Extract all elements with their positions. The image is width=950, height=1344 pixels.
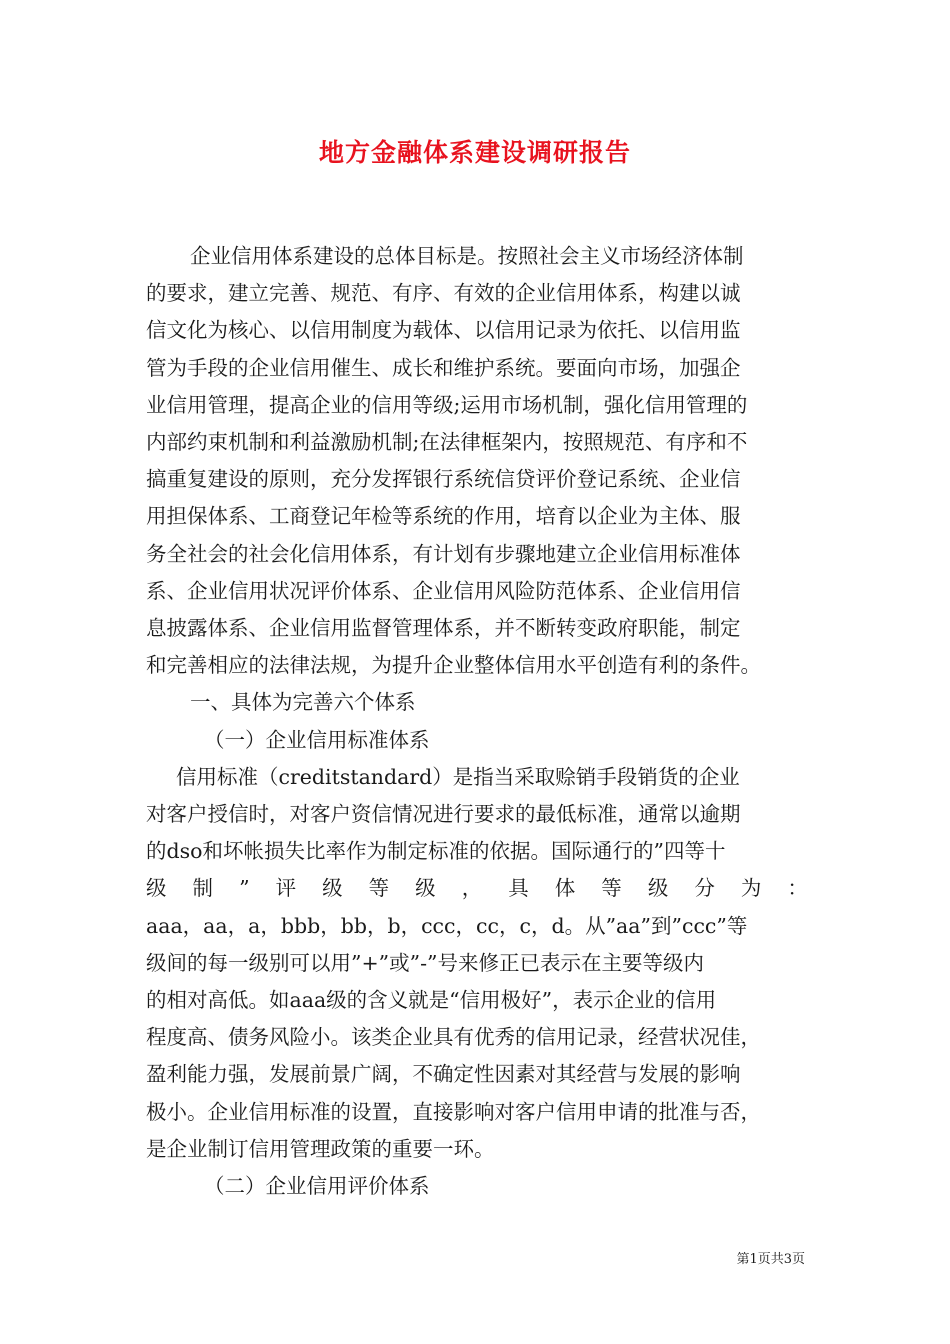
paragraph-line: 信文化为核心、以信用制度为载体、以信用记录为依托、以信用监 [146,318,741,343]
paragraph-line: 业信用管理，提高企业的信用等级;运用市场机制，强化信用管理的 [146,392,748,417]
subsection-heading: （一）企业信用标准体系 [204,727,430,752]
justified-line: 级 制 ” 评 级 等 级 ， 具 体 等 级 分 为 ： [146,876,808,901]
paragraph-line: 用担保体系、工商登记年检等系统的作用，培育以企业为主体、服 [146,504,741,529]
document-title: 地方金融体系建设调研报告 [318,138,631,167]
paragraph-line: 对客户授信时，对客户资信情况进行要求的最低标准，通常以逾期 [146,802,741,827]
paragraph-line: 的dso和坏帐损失比率作为制定标准的依据。国际通行的”四等十 [146,839,726,864]
page-number: 第1页共3页 [736,1252,805,1267]
paragraph-line: 搞重复建设的原则，充分发挥银行系统信贷评价登记系统、企业信 [146,467,741,492]
subsection-heading: （二）企业信用评价体系 [204,1174,430,1199]
section-heading: 一、具体为完善六个体系 [190,690,416,715]
paragraph-line: 程度高、债务风险小。该类企业具有优秀的信用记录，经营状况佳， [146,1025,761,1050]
paragraph-line: 和完善相应的法律法规，为提升企业整体信用水平创造有利的条件。 [146,653,761,678]
paragraph-line: 信用标准（creditstandard）是指当采取赊销手段销货的企业 [176,764,740,789]
paragraph-line: 务全社会的社会化信用体系，有计划有步骤地建立企业信用标准体 [146,541,741,566]
paragraph-line: 级间的每一级别可以用”+”或”-”号来修正已表示在主要等级内 [146,950,705,975]
paragraph-line: 盈利能力强，发展前景广阔，不确定性因素对其经营与发展的影响 [146,1062,741,1087]
paragraph-line: 管为手段的企业信用催生、成长和维护系统。要面向市场，加强企 [146,355,741,380]
document-body [146,238,808,1205]
paragraph-line: 内部约束机制和利益激励机制;在法律框架内，按照规范、有序和不 [146,430,748,455]
paragraph-line: 极小。企业信用标准的设置，直接影响对客户信用申请的批准与否， [146,1099,761,1124]
paragraph-line: aaa，aa，a，bbb，bb，b，ccc，cc，c，d。从”aa”到”ccc”等 [146,913,748,938]
paragraph-line: 系、企业信用状况评价体系、企业信用风险防范体系、企业信用信 [146,578,741,603]
paragraph-line: 企业信用体系建设的总体目标是。按照社会主义市场经济体制 [190,244,744,268]
paragraph-line: 是企业制订信用管理政策的重要一环。 [146,1136,495,1161]
paragraph-line: 息披露体系、企业信用监督管理体系，并不断转变政府职能，制定 [146,616,741,641]
paragraph-line: 的相对高低。如aaa级的含义就是“信用极好”，表示企业的信用 [146,988,717,1013]
paragraph-line: 的要求，建立完善、规范、有序、有效的企业信用体系，构建以诚 [146,281,741,306]
